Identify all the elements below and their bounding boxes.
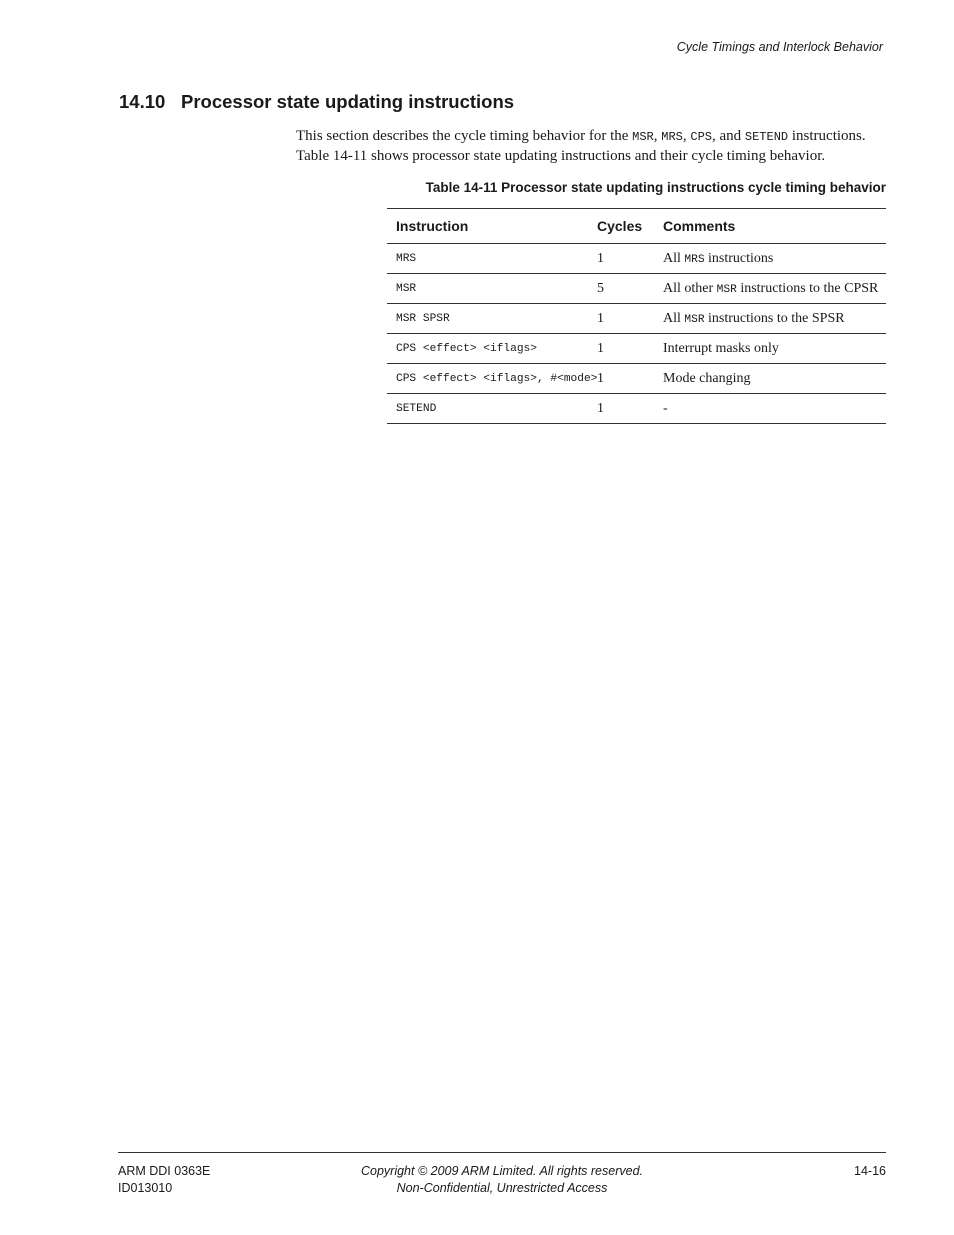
column-header-cycles: Cycles (588, 209, 654, 244)
cycle-timing-table (387, 208, 886, 424)
comment-text: - (663, 400, 668, 416)
comment-code: MSR (716, 283, 737, 296)
comment-text: instructions (704, 250, 774, 266)
intro-separator: , (653, 128, 662, 144)
comment-text: Interrupt masks only (663, 340, 779, 356)
intro-text: This section describes the cycle timing behavior for the (296, 128, 633, 144)
intro-separator: , and (711, 128, 745, 144)
table-row (387, 334, 886, 364)
comment-cell (654, 364, 886, 394)
instruction-cell: MSR (387, 274, 588, 304)
section-heading-text: Processor state updating instructions (181, 91, 515, 112)
intro-code-msr: MSR (632, 130, 654, 144)
intro-code-setend: SETEND (744, 130, 789, 144)
comment-text: Mode changing (663, 370, 751, 386)
cycles-cell: 5 (588, 274, 654, 304)
comment-code: MSR (684, 313, 705, 326)
confidentiality-notice: Non-Confidential, Unrestricted Access (396, 1181, 608, 1195)
comment-text: All (663, 310, 685, 326)
footer-center (300, 1163, 704, 1197)
instruction-cell: MRS (387, 244, 588, 274)
running-header: Cycle Timings and Interlock Behavior (676, 40, 883, 54)
cycles-cell: 1 (588, 394, 654, 424)
intro-text: instructions. Table 14-11 shows processor state updating instructions and their cycle timing behavior. (296, 128, 866, 164)
footer-divider (118, 1152, 886, 1153)
footer-right (854, 1163, 886, 1180)
table-row (387, 244, 886, 274)
instruction-cell: CPS <effect> <iflags> (387, 334, 588, 364)
table-caption: Table 14-11 Processor state updating instructions cycle timing behavior (425, 180, 886, 195)
copyright-notice: Copyright © 2009 ARM Limited. All rights reserved. (360, 1164, 643, 1178)
document-id: ARM DDI 0363E (118, 1164, 211, 1178)
instruction-cell: MSR SPSR (387, 304, 588, 334)
column-header-comments: Comments (654, 209, 886, 244)
instruction-cell: SETEND (387, 394, 588, 424)
cycles-cell: 1 (588, 364, 654, 394)
comment-cell (654, 304, 886, 334)
column-header-instruction: Instruction (387, 209, 588, 244)
comment-cell (654, 334, 886, 364)
intro-separator: , (682, 128, 691, 144)
comment-text: instructions to the SPSR (704, 310, 845, 326)
comment-cell (654, 394, 886, 424)
cycles-cell: 1 (588, 334, 654, 364)
cycles-cell: 1 (588, 244, 654, 274)
page-number: 14-16 (854, 1164, 886, 1178)
table-row (387, 304, 886, 334)
comment-text: instructions to the CPSR (736, 280, 879, 296)
table-row (387, 364, 886, 394)
table-row (387, 394, 886, 424)
section-number: 14.10 (119, 91, 166, 112)
comment-text: All other (663, 280, 717, 296)
intro-paragraph (296, 127, 896, 166)
intro-code-cps: CPS (690, 130, 712, 144)
issue-id: ID013010 (118, 1181, 173, 1195)
comment-code: MRS (684, 253, 705, 266)
intro-code-mrs: MRS (661, 130, 683, 144)
footer-left (118, 1163, 210, 1197)
table-header-row (387, 209, 886, 244)
comment-text: All (663, 250, 685, 266)
instruction-cell: CPS <effect> <iflags>, #<mode> (387, 364, 588, 394)
comment-cell (654, 274, 886, 304)
comment-cell (654, 244, 886, 274)
section-title (119, 91, 514, 113)
table-row (387, 274, 886, 304)
cycles-cell: 1 (588, 304, 654, 334)
